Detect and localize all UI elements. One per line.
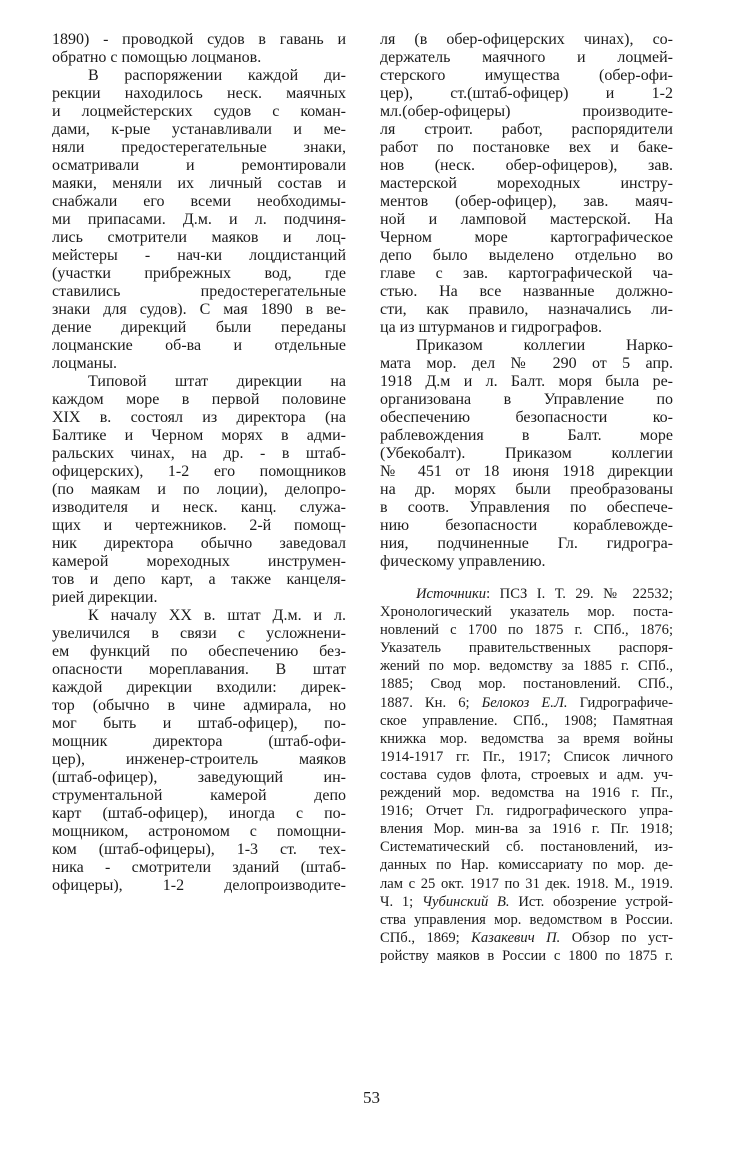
- text-line: работ по постановке вех и баке-: [380, 139, 673, 156]
- text-line: на др. морях были преобразованы: [380, 481, 673, 498]
- text-line: ком (штаб-офицеры), 1-3 ст. тех-: [52, 841, 346, 858]
- text-line: мощником, астрономом с помощни-: [52, 823, 346, 840]
- sources-block: [380, 585, 673, 965]
- source-text: Обзор по уст-: [560, 929, 673, 946]
- source-text: 1887. Кн. 6;: [380, 694, 482, 711]
- text-line: камерой мореходных инструмен-: [52, 553, 346, 570]
- text-line: Типовой штат дирекции на: [88, 373, 346, 390]
- text-line: 1918 Д.м и л. Балт. моря была ре-: [380, 373, 673, 390]
- text-line: ной и ламповой мастерской. На: [380, 211, 673, 228]
- text-line: осматривали и ремонтировали: [52, 157, 346, 174]
- text-line: карт (штаб-офицер), иногда с по-: [52, 805, 346, 822]
- text-line: Черном море картографическое: [380, 229, 673, 246]
- source-line: [380, 856, 673, 874]
- text-line: ем функций по обеспечению без-: [52, 643, 346, 660]
- text-line: (по маякам и по лоции), делопро-: [52, 481, 346, 498]
- text-line: ля (в обер-офицерских чинах), со-: [380, 31, 673, 48]
- source-text: Систематический сб. постановлений, из-: [380, 839, 673, 856]
- text-line: нию безопасности кораблевожде-: [380, 517, 673, 534]
- right-column-body: [380, 31, 673, 571]
- source-text: Ист. обозрение устрой-: [509, 893, 673, 910]
- source-line: [380, 657, 673, 675]
- text-line: ментов (обер-офицер), зав. маяч-: [380, 193, 673, 210]
- source-text: Ч. 1;: [380, 893, 422, 910]
- text-line: каждой дирекции входили: дирек-: [52, 679, 346, 696]
- text-line: Приказом коллегии Нарко-: [416, 337, 673, 354]
- source-text: Гидрографиче-: [567, 694, 674, 711]
- text-line: мощник директора (штаб-офи-: [52, 733, 346, 750]
- source-line: [380, 911, 673, 929]
- source-line: [380, 603, 673, 621]
- source-line: [380, 730, 673, 748]
- source-line: [380, 784, 673, 802]
- text-line: сти, как правило, назначались ли-: [380, 301, 673, 318]
- text-line: мастерской мореходных инстру-: [380, 175, 673, 192]
- source-text: ское управление. СПб., 1908; Памятная: [380, 712, 673, 729]
- text-line: (участки прибрежных вод, где: [52, 265, 346, 282]
- text-line: опасности мореплавания. В штат: [52, 661, 346, 678]
- text-line: № 451 от 18 июня 1918 дирекции: [380, 463, 673, 480]
- text-line: обеспечению безопасности ко-: [380, 409, 673, 426]
- text-line: снабжали его всеми необходимы-: [52, 193, 346, 210]
- source-text: жений по мор. ведомству за 1885 г. СПб.,: [380, 658, 673, 675]
- source-line: [380, 621, 673, 639]
- text-line: офицеры), 1-2 делопроизводите-: [52, 877, 346, 894]
- italic-author: Казакевич П.: [471, 929, 561, 946]
- text-line: ля строит. работ, распорядители: [380, 121, 673, 138]
- text-line: В распоряжении каждой ди-: [88, 67, 346, 84]
- text-line: изводителя и неск. канц. служа-: [52, 499, 346, 516]
- text-line: стерского имущества (обер-офи-: [380, 67, 673, 84]
- text-line: цер), инженер-строитель маяков: [52, 751, 346, 768]
- source-text: вления Мор. мин-ва за 1916 г. Пг. 1918;: [380, 821, 673, 838]
- text-line: маяки, меняли их личный состав и: [52, 175, 346, 192]
- text-line: увеличился в связи с усложнени-: [52, 625, 346, 642]
- text-line: в соотв. Управления по обеспече-: [380, 499, 673, 516]
- text-line: ния, подчиненные Гл. гидрогра-: [380, 535, 673, 552]
- text-line: дение дирекций были переданы: [52, 319, 346, 336]
- text-line: лоцманские об-ва и отдельные: [52, 337, 346, 354]
- source-line: [380, 748, 673, 766]
- text-line: нов (неск. обер-офицеров), зав.: [380, 157, 673, 174]
- text-line: тов и депо карт, а также канцеля-: [52, 571, 346, 588]
- source-line: [380, 639, 673, 657]
- source-text: новлений с 1700 по 1875 г. СПб., 1876;: [380, 622, 673, 639]
- text-line: ми припасами. Д.м. и л. подчиня-: [52, 211, 346, 228]
- page-number: 53: [363, 1088, 380, 1107]
- text-line: ральских чинах, на др. - в штаб-: [52, 445, 346, 462]
- left-column: [52, 31, 346, 895]
- italic-author: Источники: [416, 586, 487, 602]
- text-line: рекции находилось неск. маячных: [52, 85, 346, 102]
- text-line: главе с зав. картографической ча-: [380, 265, 673, 282]
- source-line: [380, 947, 673, 965]
- source-line: [380, 929, 673, 947]
- source-text: Указатель правительственных распоря-: [380, 640, 673, 657]
- source-line: [380, 838, 673, 856]
- text-line: ник директора обычно заведовал: [52, 535, 346, 552]
- source-line: [380, 893, 673, 911]
- source-text: ройству маяков в России с 1800 по 1875 г.: [380, 947, 673, 964]
- text-line: ца из штурманов и гидрографов.: [380, 319, 603, 336]
- text-line: К началу XX в. штат Д.м. и л.: [88, 607, 346, 624]
- right-column: [380, 31, 673, 965]
- italic-author: Чубинский В.: [421, 893, 510, 910]
- source-text: 1916; Отчет Гл. гидрографического упра-: [380, 803, 673, 820]
- source-line: [380, 694, 673, 712]
- text-line: стью. На все названные должно-: [380, 283, 673, 300]
- source-text: книжка мор. ведомства за время войны: [380, 730, 673, 747]
- text-line: каждом море в первой половине: [52, 391, 346, 408]
- source-text: данных по Нар. комиссариату по мор. де-: [380, 857, 673, 874]
- source-line: [380, 766, 673, 784]
- text-line: тор (обычно в чине адмирала, но: [52, 697, 346, 714]
- text-line: XIX в. состоял из директора (на: [52, 409, 346, 426]
- italic-author: Белокоз Е.Л.: [481, 694, 568, 711]
- source-line: [380, 820, 673, 838]
- text-line: обратно с помощью лоцманов.: [52, 49, 262, 66]
- text-line: держатель маячного и лоцмей-: [380, 49, 673, 66]
- text-line: струментальной камерой депо: [52, 787, 346, 804]
- text-line: мейстеры - нач-ки лоцдистанций: [52, 247, 346, 264]
- text-line: лись смотрители маяков и лоц-: [52, 229, 346, 246]
- source-text: СПб., 1869;: [380, 929, 472, 946]
- source-text: ства управления мор. ведомством в России.: [380, 911, 673, 928]
- text-line: организована в Управление по: [380, 391, 673, 408]
- source-text: состава судов флота, строевых и адм. уч-: [380, 766, 673, 783]
- text-line: фическому управлению.: [380, 553, 546, 570]
- text-line: раблевождения в Балт. море: [380, 427, 673, 444]
- source-line: [380, 585, 673, 603]
- text-line: знаки для судов). С мая 1890 в ве-: [52, 301, 346, 318]
- text-line: мог быть и штаб-офицер), по-: [52, 715, 346, 732]
- text-line: дами, к-рые устанавливали и ме-: [52, 121, 346, 138]
- text-line: няли предостерегательные знаки,: [52, 139, 346, 156]
- source-text: 1914-1917 гг. Пг., 1917; Список личного: [380, 748, 673, 765]
- text-line: 1890) - проводкой судов в гавань и: [52, 31, 346, 48]
- text-line: (штаб-офицер), заведующий ин-: [52, 769, 346, 786]
- text-line: мл.(обер-офицеры) производите-: [380, 103, 673, 120]
- source-line: [380, 675, 673, 693]
- source-text: : ПСЗ I. Т. 29. № 22532;: [486, 586, 673, 602]
- text-line: депо было выделено отдельно во: [380, 247, 673, 264]
- source-text: 1885; Свод мор. постановлений. СПб.,: [380, 676, 673, 693]
- source-text: реждений мор. ведомства на 1916 г. Пг.,: [380, 785, 673, 802]
- text-line: рией дирекции.: [52, 589, 158, 606]
- text-line: и лоцмейстерских судов с коман-: [52, 103, 346, 120]
- text-line: ника - смотрители зданий (штаб-: [52, 859, 346, 876]
- source-line: [380, 875, 673, 893]
- text-line: цер), ст.(штаб-офицер) и 1-2: [380, 85, 673, 102]
- text-line: мата мор. дел № 290 от 5 апр.: [380, 355, 673, 372]
- text-line: щих и чертежников. 2-й помощ-: [52, 517, 346, 534]
- source-text: Хронологический указатель мор. поста-: [380, 604, 673, 621]
- text-line: офицерских), 1-2 его помощников: [52, 463, 346, 480]
- source-line: [380, 802, 673, 820]
- text-line: ставились предостерегательные: [52, 283, 346, 300]
- text-line: (Убекобалт). Приказом коллегии: [380, 445, 673, 462]
- source-text: лам с 25 окт. 1917 по 31 дек. 1918. М., 1919.: [380, 875, 673, 892]
- text-line: Балтике и Черном морях в адми-: [52, 427, 346, 444]
- source-line: [380, 712, 673, 730]
- text-line: лоцманы.: [52, 355, 117, 372]
